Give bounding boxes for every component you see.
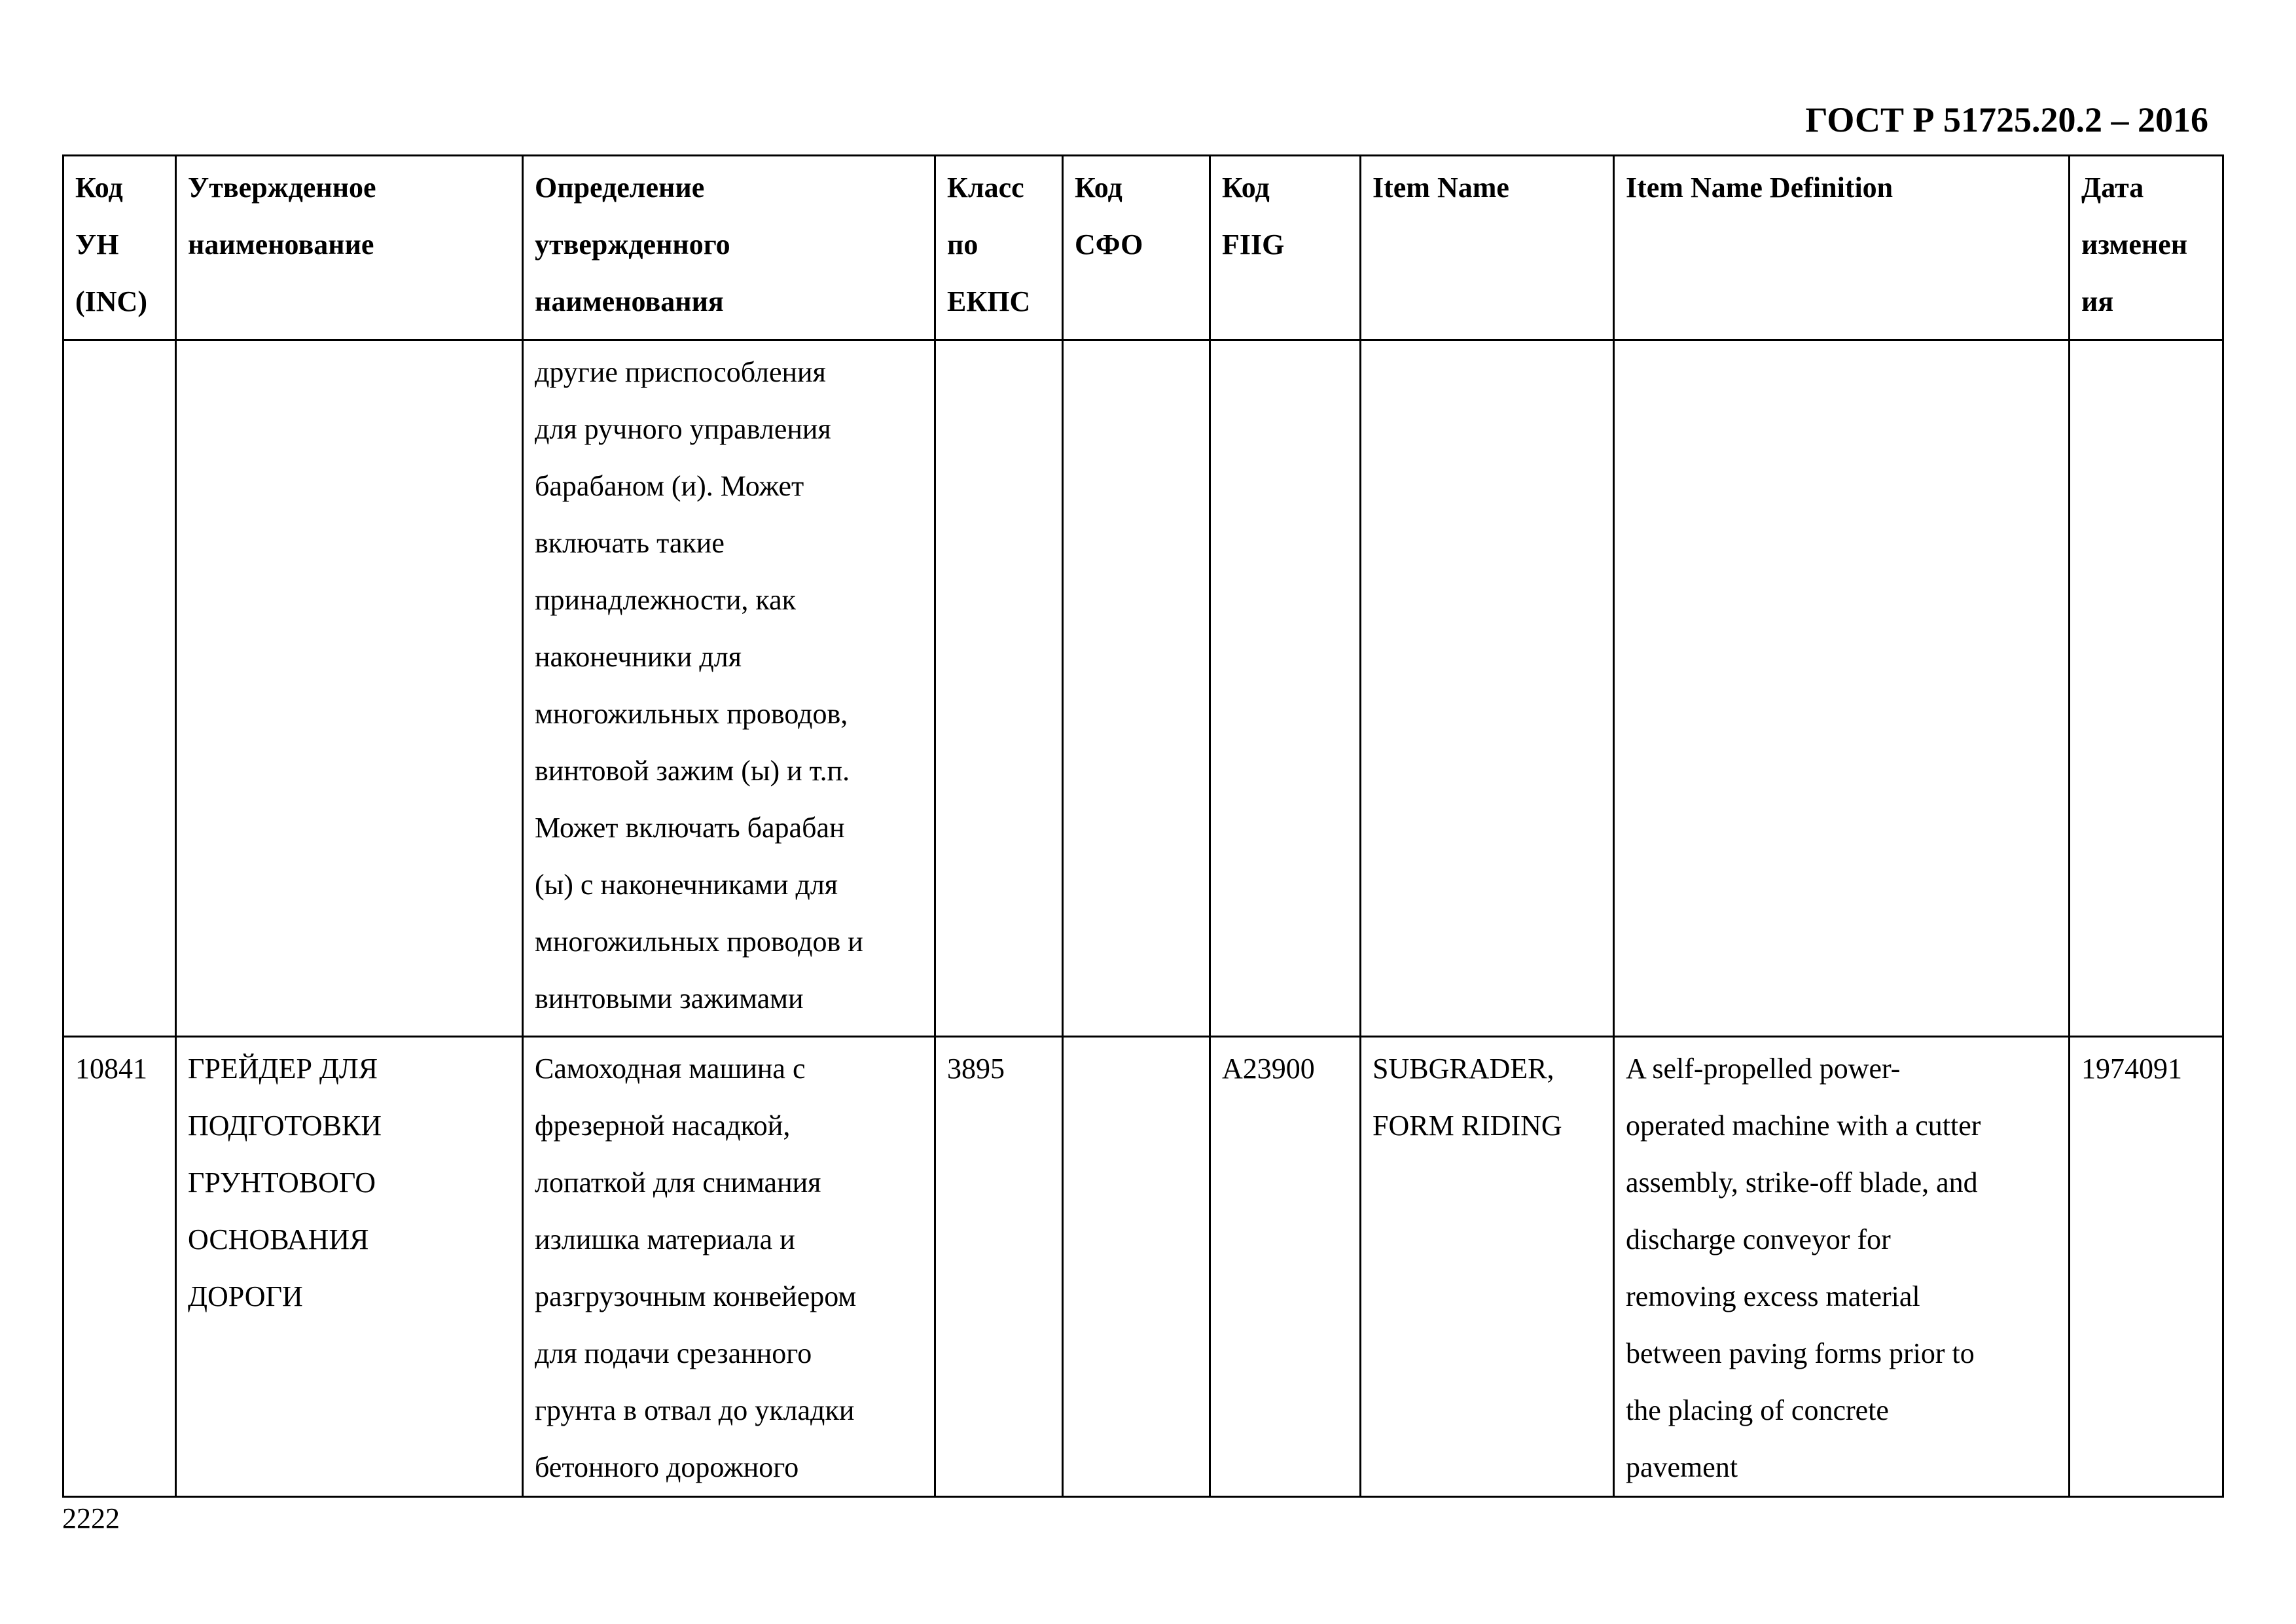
cell-approved-name <box>176 340 523 1037</box>
cell-item-name: SUBGRADER, FORM RIDING <box>1361 1037 1614 1497</box>
cell-item-name-definition: A self-propelled power- operated machine with a cutter assembly, strike-off blade, and discharge conveyor for removing excess material between paving forms prior to the placing of concrete pavement <box>1614 1037 2070 1497</box>
page-number: 2222 <box>62 1502 120 1534</box>
column-header-item-name: Item Name <box>1361 156 1614 340</box>
column-header-approved-name: Утвержденное наименование <box>176 156 523 340</box>
table-row-continuation <box>63 340 2223 1037</box>
column-header-item-name-definition: Item Name Definition <box>1614 156 2070 340</box>
cell-fiig-code: A23900 <box>1210 1037 1361 1497</box>
cell-class <box>935 340 1063 1037</box>
cell-change-date: 1974091 <box>2070 1037 2223 1497</box>
cell-item-name <box>1361 340 1614 1037</box>
column-header-class: Класс по ЕКПС <box>935 156 1063 340</box>
column-header-fiig-code: Код FIIG <box>1210 156 1361 340</box>
column-header-definition: Определение утвержденного наименования <box>523 156 935 340</box>
cell-definition: Самоходная машина с фрезерной насадкой, лопаткой для снимания излишка материала и разгрузочным конвейером для подачи срезанного грунта в отвал до укладки бетонного дорожного <box>523 1037 935 1497</box>
cell-change-date <box>2070 340 2223 1037</box>
table-header-row <box>63 156 2223 340</box>
cell-sfo-code <box>1063 1037 1210 1497</box>
catalog-table <box>62 154 2224 1498</box>
column-header-change-date: Дата изменен ия <box>2070 156 2223 340</box>
cell-inc: 10841 <box>63 1037 176 1497</box>
column-header-inc: Код УН (INC) <box>63 156 176 340</box>
cell-class: 3895 <box>935 1037 1063 1497</box>
table-row <box>63 1037 2223 1497</box>
column-header-sfo-code: Код СФО <box>1063 156 1210 340</box>
cell-inc <box>63 340 176 1037</box>
cell-definition: другие приспособления для ручного управления барабаном (и). Может включать такие принадлежности, как наконечники для многожильных проводов, винтовой зажим (ы) и т.п. Может включать барабан (ы) с наконечниками для многожильных проводов и винтовыми зажимами <box>523 340 935 1037</box>
cell-approved-name: ГРЕЙДЕР ДЛЯ ПОДГОТОВКИ ГРУНТОВОГО ОСНОВАНИЯ ДОРОГИ <box>176 1037 523 1497</box>
standard-header: ГОСТ Р 51725.20.2 – 2016 <box>1805 100 2208 139</box>
cell-fiig-code <box>1210 340 1361 1037</box>
cell-item-name-definition <box>1614 340 2070 1037</box>
cell-sfo-code <box>1063 340 1210 1037</box>
